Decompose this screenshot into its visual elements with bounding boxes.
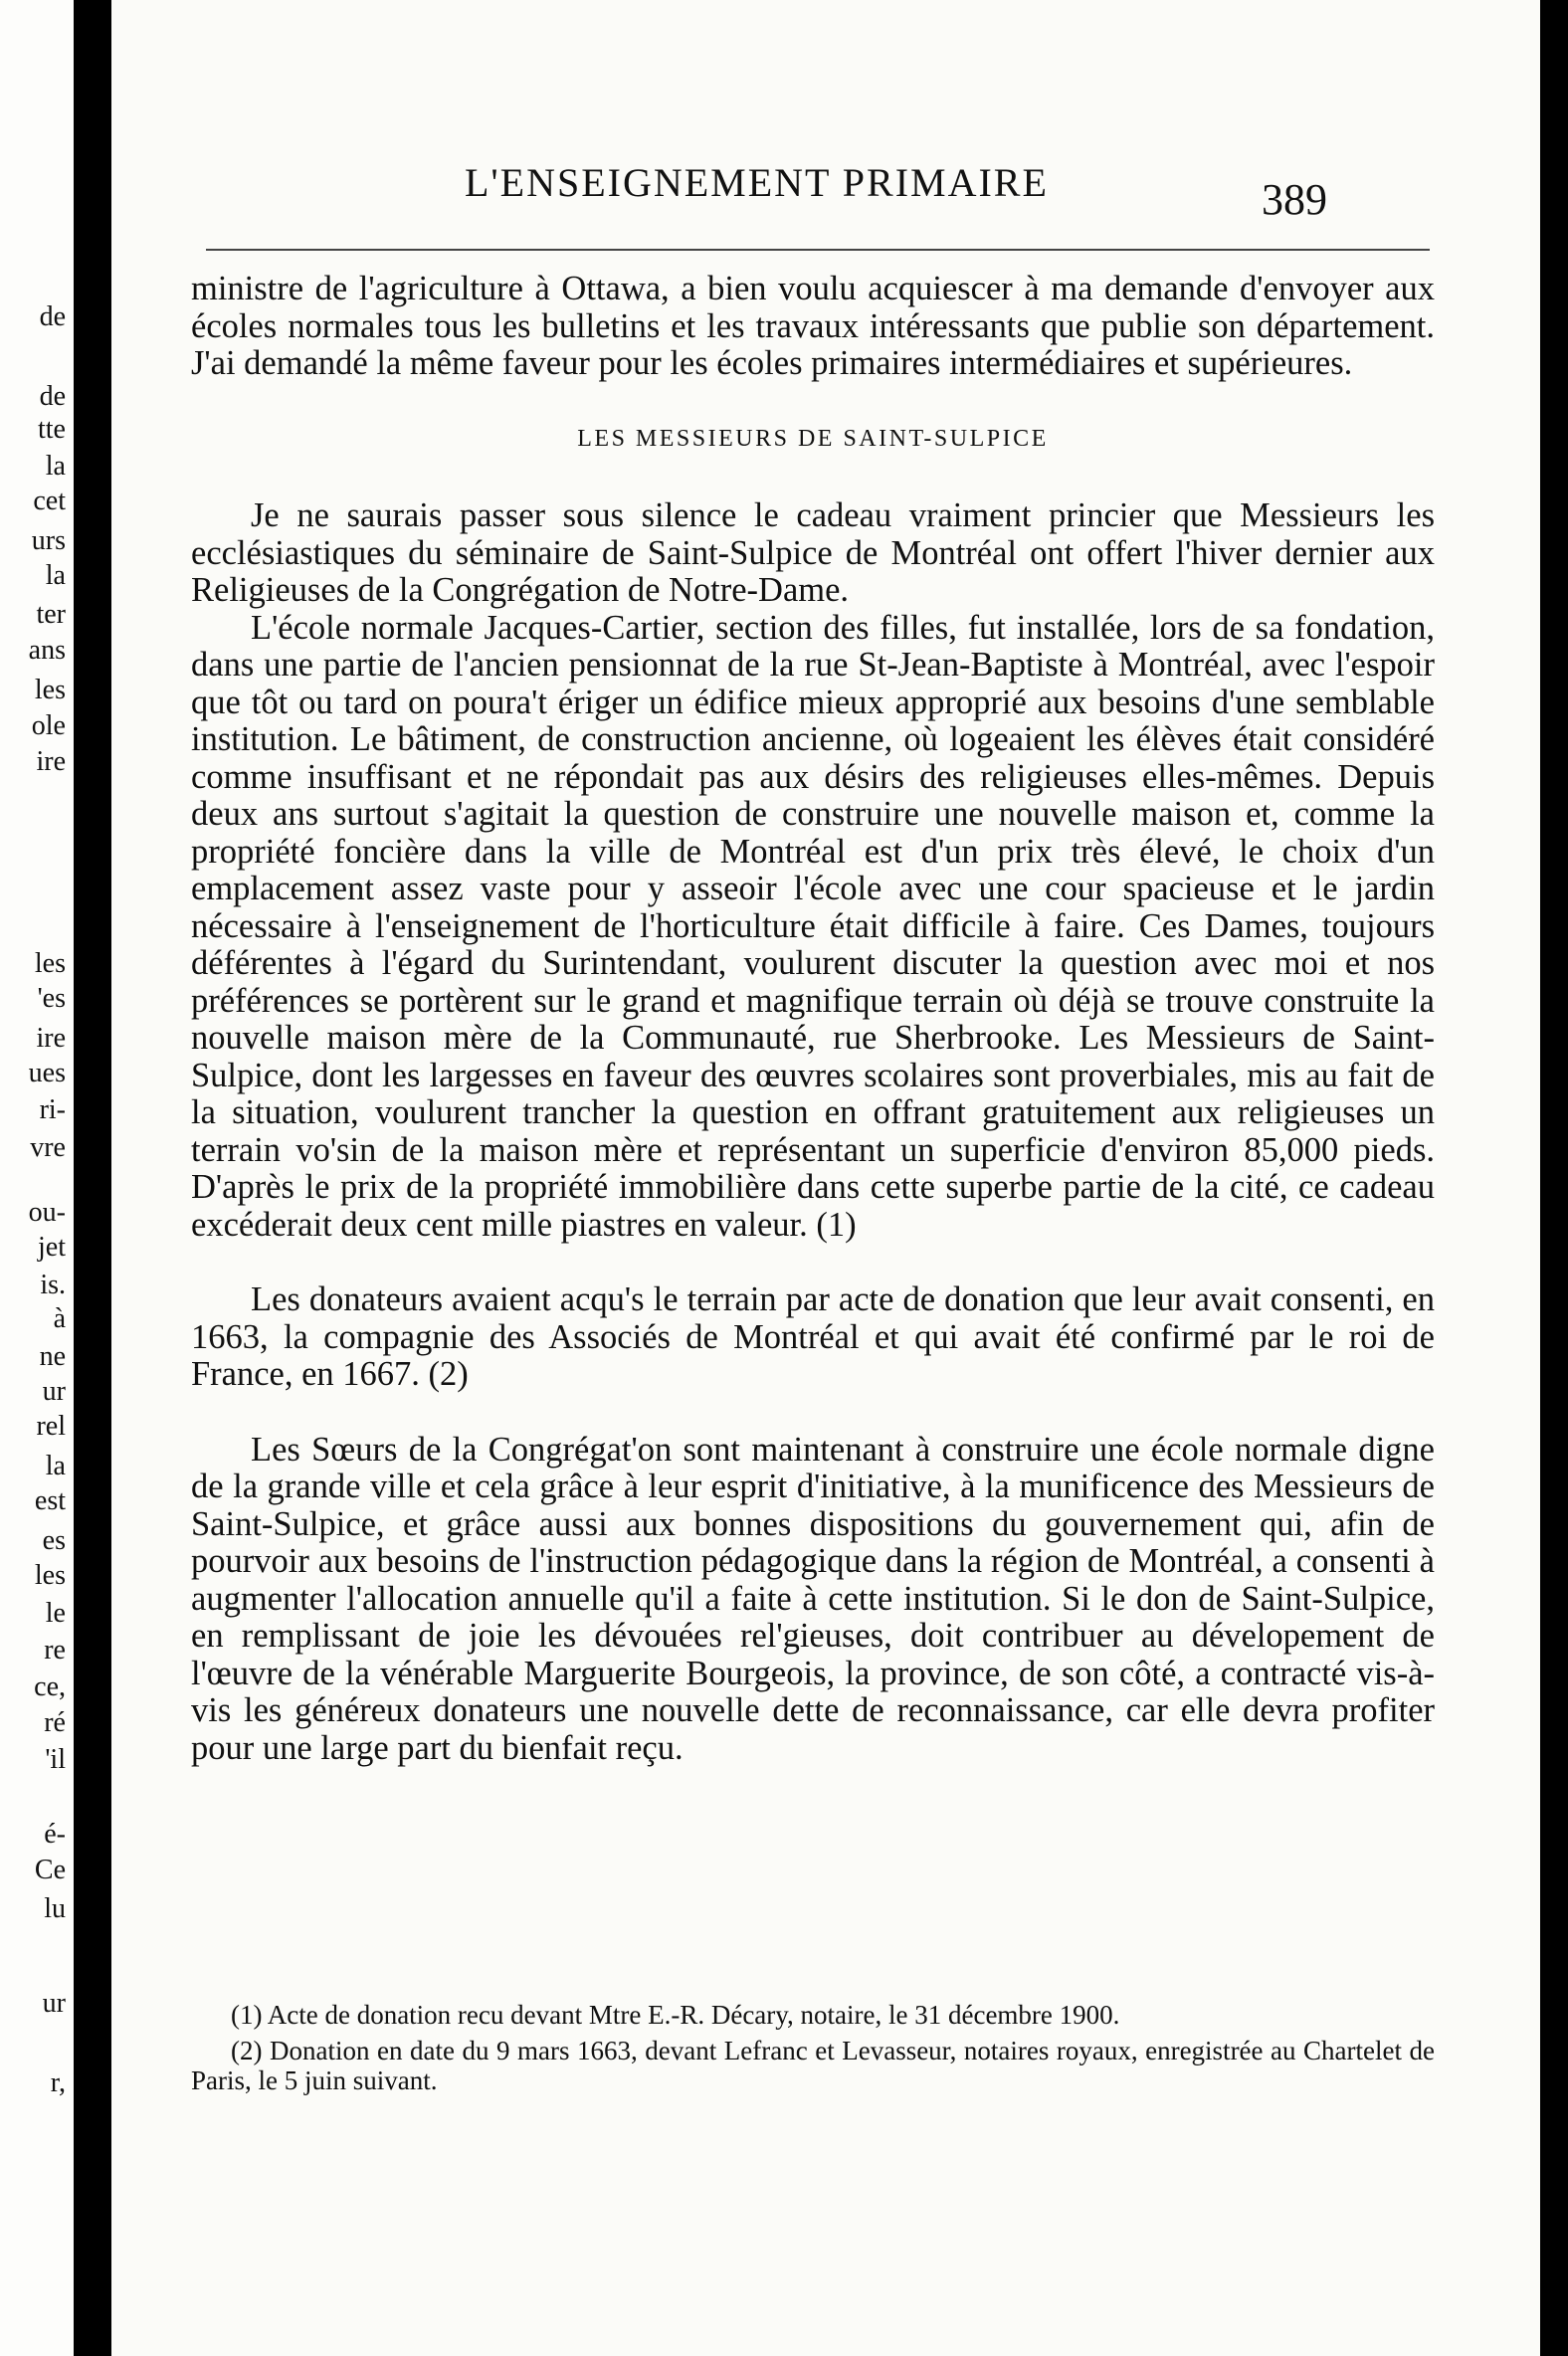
paragraph: Je ne saurais passer sous silence le cadeau vraiment princier que Messieurs les ecclésiastiques du séminaire de Saint-Sulpice de Montréal ont offert l'hiver dernier aux Religieuses de la Congrégation de Notre-Dame.	[191, 496, 1435, 609]
facing-page-word: ur	[42, 1376, 66, 1407]
paragraph: L'école normale Jacques-Cartier, section des filles, fut installée, lors de sa fondation, dans une partie de l'ancien pensionnat de la rue St-Jean-Baptiste à Montréal, avec l'espoir que tôt ou tard on poura't ériger un édifice mieux approprié aux besoins d'une semblable institution. Le bâtiment, de construction ancienne, où logeaient les élèves était considéré comme insuffisant et ne répondait pas aux désirs des religieuses elles-mêmes. Depuis deux ans surtout s'agitait la question de construire une nouvelle maison et, comme la propriété foncière dans la ville de Montréal est d'un prix très élevé, le choix d'un emplacement assez vaste pour y asseoir l'école avec une cour spacieuse et le jardin nécessaire à l'enseignement de l'horticulture était difficile à faire. Ces Dames, toujours déférentes à l'égard du Surintendant, voulurent discuter la question avec moi et nos préférences se portèrent sur le grand et magnifique terrain où déjà se trouve construite la nouvelle maison mère de la Communauté, rue Sherbrooke. Les Messieurs de Saint-Sulpice, dont les largesses en faveur des œuvres scolaires sont proverbiales, mis au fait de la situation, voulurent trancher la question en offrant gratuitement aux religieuses un terrain vo'sin de la maison mère et représentant un superficie d'environ 85,000 pieds. D'après le prix de la propriété immobilière dans cette superbe partie de la cité, ce cadeau excéderait deux cent mille piastres en valeur. (1)	[191, 608, 1435, 1244]
facing-page-word: Ce	[34, 1855, 66, 1885]
facing-page-word: ans	[28, 635, 66, 666]
page-number: 389	[1262, 175, 1327, 224]
facing-page-word: es	[42, 1525, 66, 1556]
facing-page-word: r,	[50, 2067, 66, 2098]
facing-page-word: 'il	[45, 1744, 66, 1775]
paragraph-continuation: ministre de l'agriculture à Ottawa, a bien voulu acquiescer à ma demande d'envoyer aux écoles normales tous les bulletins et les travaux intéressants que publie son département. J'ai demandé la même faveur pour les écoles primaires intermédiaires et supérieures.	[191, 270, 1435, 382]
facing-page-word: de	[39, 381, 66, 412]
facing-page-word: la	[45, 451, 66, 482]
book-gutter	[74, 0, 111, 2356]
facing-page-word: tte	[38, 414, 66, 445]
facing-page-word: rel	[36, 1411, 66, 1442]
running-title: L'ENSEIGNEMENT PRIMAIRE	[465, 160, 1049, 205]
facing-page-word: à	[53, 1303, 66, 1334]
section-title: LES MESSIEURS DE SAINT-SULPICE	[577, 425, 1049, 452]
facing-page-word: vre	[30, 1132, 66, 1163]
facing-page-word: ré	[44, 1707, 66, 1738]
facing-page-word: 'es	[37, 983, 66, 1014]
facing-page-word: ole	[31, 710, 66, 741]
facing-page-word: les	[34, 675, 66, 705]
facing-page-word: est	[34, 1485, 66, 1516]
facing-page-word: ce,	[34, 1671, 66, 1702]
facing-page-word: ur	[42, 1988, 66, 2019]
page-edge	[1540, 0, 1554, 2356]
facing-page-word: la	[45, 560, 66, 591]
facing-page-word: ne	[39, 1341, 66, 1372]
facing-page-word: ter	[36, 599, 66, 630]
facing-page-word: ire	[36, 1023, 66, 1054]
footnotes	[191, 2000, 1435, 2101]
facing-page-word: les	[34, 1560, 66, 1591]
facing-page-word: urs	[31, 525, 66, 556]
facing-page-word: ues	[28, 1058, 66, 1088]
footnote: (1) Acte de donation recu devant Mtre E.-R. Décary, notaire, le 31 décembre 1900.	[231, 2000, 1120, 2030]
facing-page-word: cet	[33, 486, 66, 516]
facing-page-edge	[0, 0, 74, 2356]
facing-page-word: les	[34, 948, 66, 979]
paragraph: Les donateurs avaient acqu's le terrain par acte de donation que leur avait consenti, en 1663, la compagnie des Associés de Montréal et qui avait été confirmé par le roi de France, en 1667. (2)	[191, 1280, 1435, 1393]
body-text	[191, 271, 1435, 1767]
facing-page-word: jet	[38, 1232, 66, 1263]
facing-page-word: is.	[40, 1270, 66, 1300]
facing-page-word: lu	[44, 1893, 66, 1924]
header-rule	[206, 249, 1430, 251]
facing-page-word: de	[39, 301, 66, 332]
facing-page-word: re	[44, 1635, 66, 1666]
facing-page-word: ire	[36, 746, 66, 777]
footnote: (2) Donation en date du 9 mars 1663, devant Lefranc et Levasseur, notaires royaux, enregistrée au Chartelet de Paris, le 5 juin suivant.	[191, 2036, 1435, 2095]
book-page	[111, 0, 1554, 2356]
facing-page-word: le	[45, 1598, 66, 1629]
facing-page-word: la	[45, 1451, 66, 1481]
facing-page-word: ou-	[28, 1197, 66, 1228]
facing-page-word: é-	[44, 1819, 66, 1850]
facing-page-word: ri-	[39, 1094, 66, 1125]
paragraph: Les Sœurs de la Congrégat'on sont maintenant à construire une école normale digne de la grande ville et cela grâce à leur esprit d'initiative, à la munificence des Messieurs de Saint-Sulpice, et grâce aussi aux bonnes dispositions du gouvernement qui, afin de pourvoir aux besoins de l'instruction pédagogique dans la région de Montréal, a consenti à augmenter l'allocation annuelle qu'il a faite à cette institution. Si le don de Saint-Sulpice, en remplissant de joie les dévouées rel'gieuses, doit contribuer au dévelopement de l'œuvre de la vénérable Marguerite Bourgeois, la province, de son côté, a contracté vis-à-vis les généreux donateurs une nouvelle dette de reconnaissance, car elle devra profiter pour une large part du bienfait reçu.	[191, 1430, 1435, 1767]
